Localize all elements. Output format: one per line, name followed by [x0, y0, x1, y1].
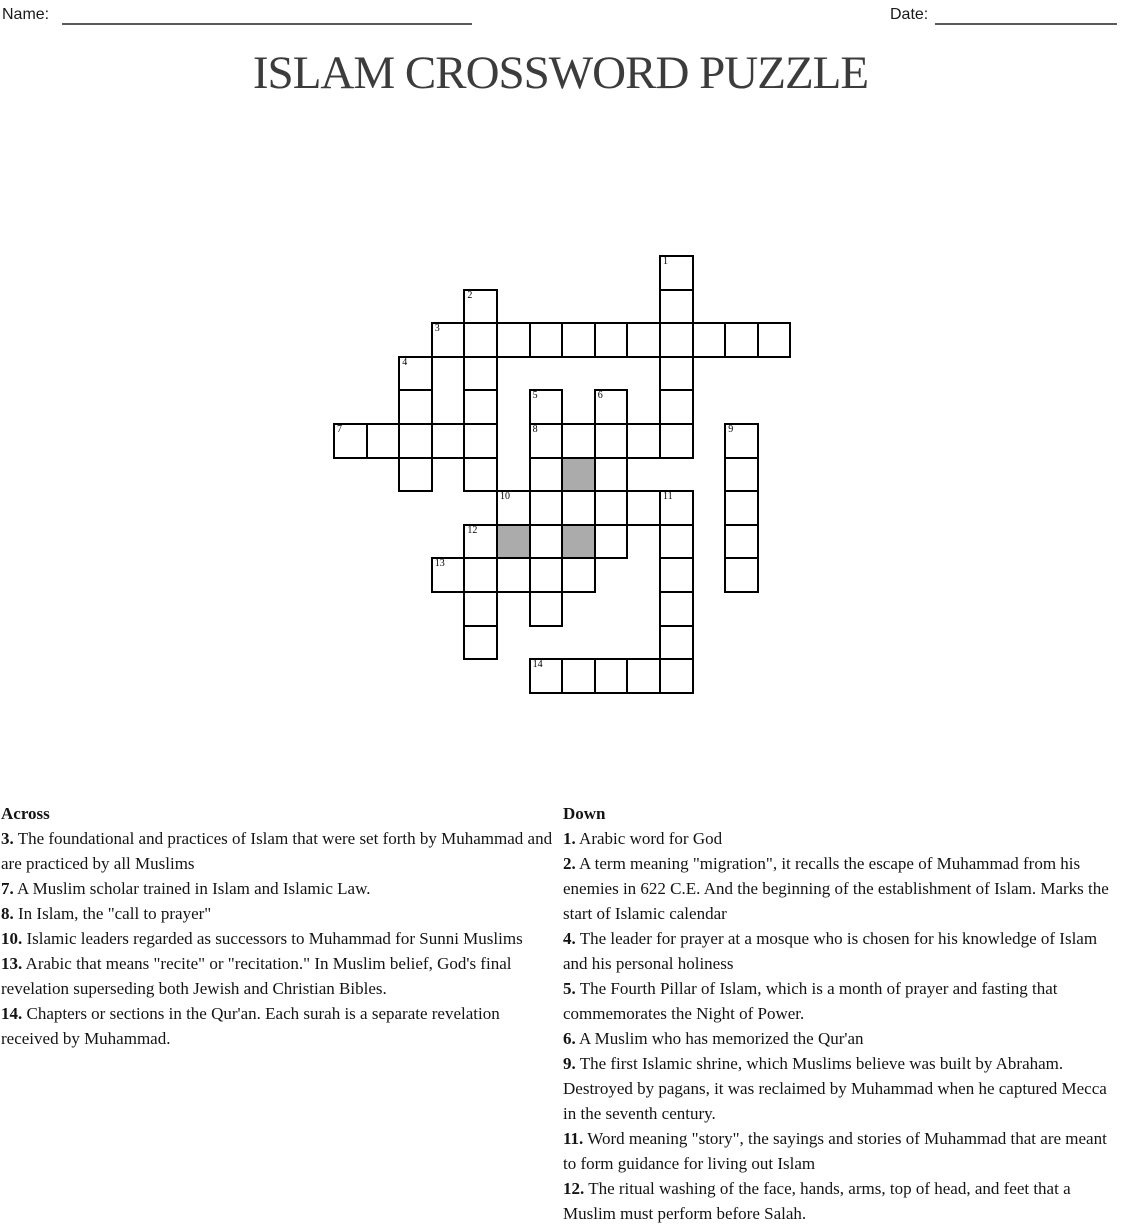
grid-cell[interactable]: [659, 524, 694, 560]
grid-cell-2[interactable]: [463, 289, 498, 325]
across-heading: Across: [1, 804, 50, 823]
crossword-grid: [333, 255, 792, 695]
cell-number: 2: [467, 289, 473, 301]
grid-cell[interactable]: [724, 490, 759, 526]
across-clue-13: 13. Arabic that means "recite" or "recitation." In Muslim belief, God's final revelation superseding both Jewish and Christian Bibles.: [1, 954, 512, 998]
grid-cell[interactable]: [659, 389, 694, 425]
grid-cell[interactable]: [594, 524, 629, 560]
clue-number: 3.: [1, 829, 14, 848]
grid-cell[interactable]: [561, 658, 596, 694]
down-clue-5: 5. The Fourth Pillar of Islam, which is a month of prayer and fasting that commemorates the Night of Power.: [563, 979, 1058, 1023]
grid-cell-shaded: [496, 524, 531, 560]
grid-cell[interactable]: [626, 322, 661, 358]
across-clue-3: 3. The foundational and practices of Islam that were set forth by Muhammad and are practiced by all Muslims: [1, 829, 553, 873]
grid-cell-8[interactable]: [529, 423, 564, 459]
grid-cell[interactable]: [659, 322, 694, 358]
clue-number: 10.: [1, 929, 23, 948]
grid-cell[interactable]: [659, 591, 694, 627]
clue-number: 5.: [563, 979, 576, 998]
clue-number: 4.: [563, 929, 576, 948]
grid-cell-4[interactable]: [398, 356, 433, 392]
clue-number: 14.: [1, 1004, 23, 1023]
cell-number: 4: [402, 356, 408, 368]
cell-number: 1: [663, 256, 668, 267]
across-clue-8: 8. In Islam, the "call to prayer": [1, 904, 212, 923]
clue-number: 8.: [1, 904, 14, 923]
clue-number: 11.: [563, 1129, 584, 1148]
grid-cell[interactable]: [724, 457, 759, 493]
grid-cell[interactable]: [463, 423, 498, 459]
grid-cell[interactable]: [692, 322, 727, 358]
grid-cell[interactable]: [561, 322, 596, 358]
grid-cell[interactable]: [626, 423, 661, 459]
down-clue-12: 12. The ritual washing of the face, hands, arms, top of head, and feet that a Muslim must perform before Salah.: [563, 1179, 1071, 1223]
grid-cell-1[interactable]: [659, 255, 694, 291]
across-clue-7: 7. A Muslim scholar trained in Islam and Islamic Law.: [1, 879, 371, 898]
grid-cell[interactable]: [398, 423, 433, 459]
date-blank-line[interactable]: [935, 7, 1117, 25]
down-clue-4: 4. The leader for prayer at a mosque who is chosen for his knowledge of Islam and his personal holiness: [563, 929, 1098, 973]
grid-cell[interactable]: [398, 457, 433, 493]
cell-number: 6: [597, 390, 603, 402]
grid-cell-14[interactable]: [529, 658, 564, 694]
down-clue-6: 6. A Muslim who has memorized the Qur'an: [563, 1029, 864, 1048]
grid-cell[interactable]: [659, 658, 694, 694]
grid-cell-shaded: [561, 524, 596, 560]
grid-cell[interactable]: [757, 322, 792, 358]
grid-cell[interactable]: [529, 557, 564, 593]
grid-cell[interactable]: [463, 591, 498, 627]
cell-number: 11: [663, 491, 673, 503]
name-label: Name:: [2, 6, 50, 23]
grid-cell-shaded: [561, 457, 596, 493]
grid-cell[interactable]: [463, 389, 498, 425]
grid-cell[interactable]: [659, 423, 694, 459]
across-clue-10: 10. Islamic leaders regarded as successors to Muhammad for Sunni Muslims: [1, 929, 523, 948]
grid-cell-12[interactable]: [463, 524, 498, 560]
grid-cell-10[interactable]: [496, 490, 531, 526]
name-blank-line[interactable]: [62, 7, 472, 25]
grid-cell[interactable]: [529, 490, 564, 526]
grid-cell[interactable]: [463, 625, 498, 661]
grid-cell[interactable]: [431, 423, 466, 459]
grid-cell[interactable]: [626, 658, 661, 694]
grid-cell-11[interactable]: [659, 490, 694, 526]
grid-cell-5[interactable]: [529, 389, 564, 425]
grid-cell[interactable]: [529, 591, 564, 627]
grid-cell[interactable]: [463, 322, 498, 358]
grid-cell[interactable]: [529, 457, 564, 493]
grid-cell[interactable]: [626, 490, 661, 526]
cell-number: 13: [434, 558, 445, 570]
grid-cell-3[interactable]: [431, 322, 466, 358]
cell-number: 3: [434, 323, 440, 335]
grid-cell[interactable]: [561, 557, 596, 593]
grid-cell[interactable]: [529, 524, 564, 560]
page-title: ISLAM CROSSWORD PUZZLE: [252, 47, 869, 99]
grid-cell-6[interactable]: [594, 389, 629, 425]
grid-cell[interactable]: [724, 322, 759, 358]
grid-cell-9[interactable]: [724, 423, 759, 459]
grid-cell[interactable]: [659, 356, 694, 392]
grid-cell[interactable]: [594, 490, 629, 526]
down-clue-9: 9. The first Islamic shrine, which Muslims believe was built by Abraham. Destroyed by pagans, it was reclaimed by Muhammad when he captured Mecca in the seventh century.: [563, 1054, 1107, 1123]
grid-cell[interactable]: [594, 322, 629, 358]
down-heading: Down: [563, 804, 606, 823]
clue-number: 6.: [563, 1029, 576, 1048]
grid-cell[interactable]: [463, 557, 498, 593]
grid-cell[interactable]: [398, 389, 433, 425]
grid-cell[interactable]: [594, 457, 629, 493]
down-clue-2: 2. A term meaning "migration", it recalls the escape of Muhammad from his enemies in 622 C.E. And the beginning of the establishment of Islam. Marks the start of Islamic calendar: [563, 854, 1109, 923]
down-clues-column: [563, 801, 1119, 1226]
cell-number: 8: [532, 424, 538, 435]
grid-cell[interactable]: [659, 289, 694, 325]
clue-number: 12.: [563, 1179, 585, 1198]
cell-number: 12: [467, 524, 478, 536]
grid-cell[interactable]: [594, 423, 629, 459]
clue-number: 9.: [563, 1054, 576, 1073]
grid-cell[interactable]: [463, 356, 498, 392]
grid-cell[interactable]: [366, 423, 401, 459]
down-clue-11: 11. Word meaning "story", the sayings and stories of Muhammad that are meant to form guidance for living out Islam: [563, 1129, 1107, 1173]
across-clue-list: [1, 826, 557, 1051]
grid-cell[interactable]: [496, 322, 531, 358]
clue-number: 1.: [563, 829, 576, 848]
grid-cell[interactable]: [496, 557, 531, 593]
grid-cell-13[interactable]: [431, 557, 466, 593]
grid-cell[interactable]: [561, 490, 596, 526]
grid-cell[interactable]: [724, 557, 759, 593]
cell-number: 10: [500, 491, 510, 503]
clue-number: 7.: [1, 879, 14, 898]
cell-number: 5: [532, 390, 538, 402]
grid-cell[interactable]: [561, 423, 596, 459]
down-clue-1: 1. Arabic word for God: [563, 829, 723, 848]
grid-cell[interactable]: [529, 322, 564, 358]
grid-cell-7[interactable]: [333, 423, 368, 459]
cell-number: 14: [532, 659, 543, 671]
grid-cell[interactable]: [594, 658, 629, 694]
down-clue-list: [563, 826, 1119, 1226]
grid-cell[interactable]: [724, 524, 759, 560]
date-label: Date:: [890, 6, 929, 23]
across-clues-column: [1, 801, 557, 1051]
grid-cell[interactable]: [659, 625, 694, 661]
clue-number: 13.: [1, 954, 23, 973]
clue-number: 2.: [563, 854, 576, 873]
cell-number: 9: [728, 424, 734, 435]
grid-cell[interactable]: [463, 457, 498, 493]
across-clue-14: 14. Chapters or sections in the Qur'an. Each surah is a separate revelation received by Muhammad.: [1, 1004, 500, 1048]
grid-cell[interactable]: [659, 557, 694, 593]
cell-number: 7: [337, 424, 342, 435]
